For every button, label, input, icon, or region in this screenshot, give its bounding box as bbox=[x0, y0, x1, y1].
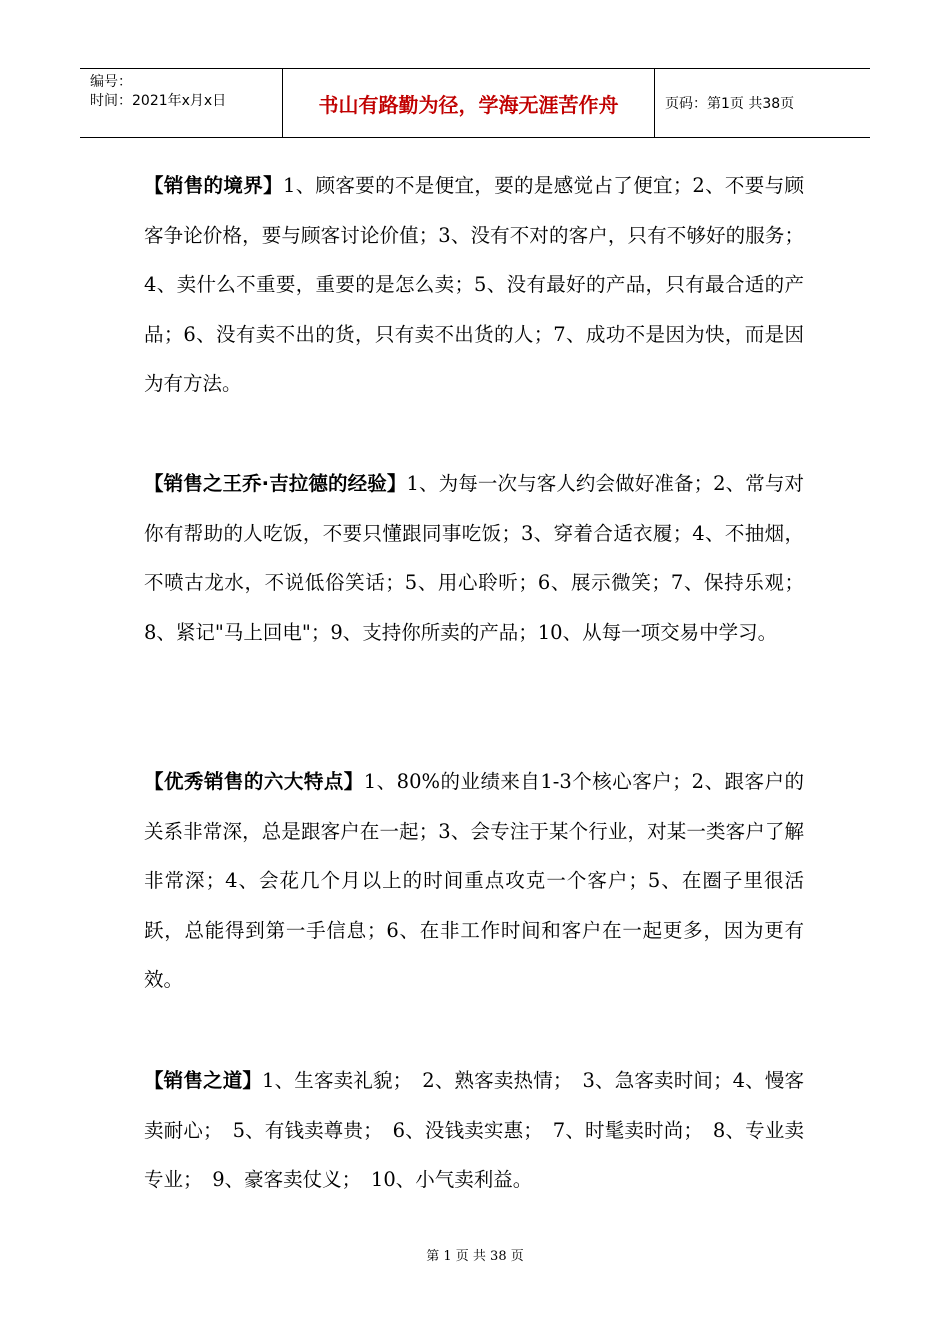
number-label: 编号： bbox=[90, 74, 132, 90]
section-body: 1、顾客要的不是便宜，要的是感觉占了便宜；2、不要与顾客争论价格，要与顾客讨论价值；3、没有不对的客户，只有不够好的服务；4、卖什么不重要，重要的是怎么卖；5、没有最好的产品，只有最合适的产品；6、没有卖不出的货，只有卖不出货的人；7、成功不是因为快，而是因为有方法。 bbox=[144, 174, 804, 396]
page-info: 页码：第1页 共38页 bbox=[665, 96, 795, 112]
section-sales-way bbox=[144, 1056, 804, 1205]
section-body: 1、80%的业绩来自1-3个核心客户；2、跟客户的关系非常深，总是跟客户在一起；3、会专注于某个行业，对某一类客户了解非常深；4、会花几个月以上的时间重点攻克一个客户；5、在圈子里很活跃，总能得到第一手信息；6、在非工作时间和客户在一起更多，因为更有效。 bbox=[144, 770, 804, 992]
section-title: 【销售之王乔·吉拉德的经验】 bbox=[144, 472, 407, 495]
time-label: 时间：2021年x月x日 bbox=[90, 93, 227, 109]
header-page-cell bbox=[655, 69, 870, 137]
page-footer bbox=[0, 1245, 950, 1264]
motto-text: 书山有路勤为径，学海无涯苦作舟 bbox=[318, 92, 619, 117]
section-body: 1、为每一次与客人约会做好准备；2、常与对你有帮助的人吃饭，不要只懂跟同事吃饭；3、穿着合适衣履；4、不抽烟，不喷古龙水，不说低俗笑话；5、用心聆听；6、展示微笑；7、保持乐观；8、紧记"马上回电"；9、支持你所卖的产品；10、从每一项交易中学习。 bbox=[144, 472, 804, 644]
header-motto-cell bbox=[283, 69, 655, 137]
section-body: 1、生客卖礼貌； 2、熟客卖热情； 3、急客卖时间；4、慢客卖耐心； 5、有钱卖尊贵； 6、没钱卖实惠； 7、时髦卖时尚； 8、专业卖专业； 9、豪客卖仗义； 10、小气卖利益。 bbox=[144, 1069, 804, 1192]
section-joe-girard bbox=[144, 459, 804, 657]
section-title: 【销售之道】 bbox=[144, 1069, 263, 1092]
footer-page-number: 第 1 页 共 38 页 bbox=[426, 1249, 524, 1264]
header-meta-cell bbox=[80, 69, 283, 137]
section-title: 【优秀销售的六大特点】 bbox=[144, 770, 364, 793]
page-header bbox=[80, 68, 870, 138]
section-six-traits bbox=[144, 757, 804, 1005]
section-sales-realm bbox=[144, 161, 804, 409]
section-title: 【销售的境界】 bbox=[144, 174, 283, 197]
